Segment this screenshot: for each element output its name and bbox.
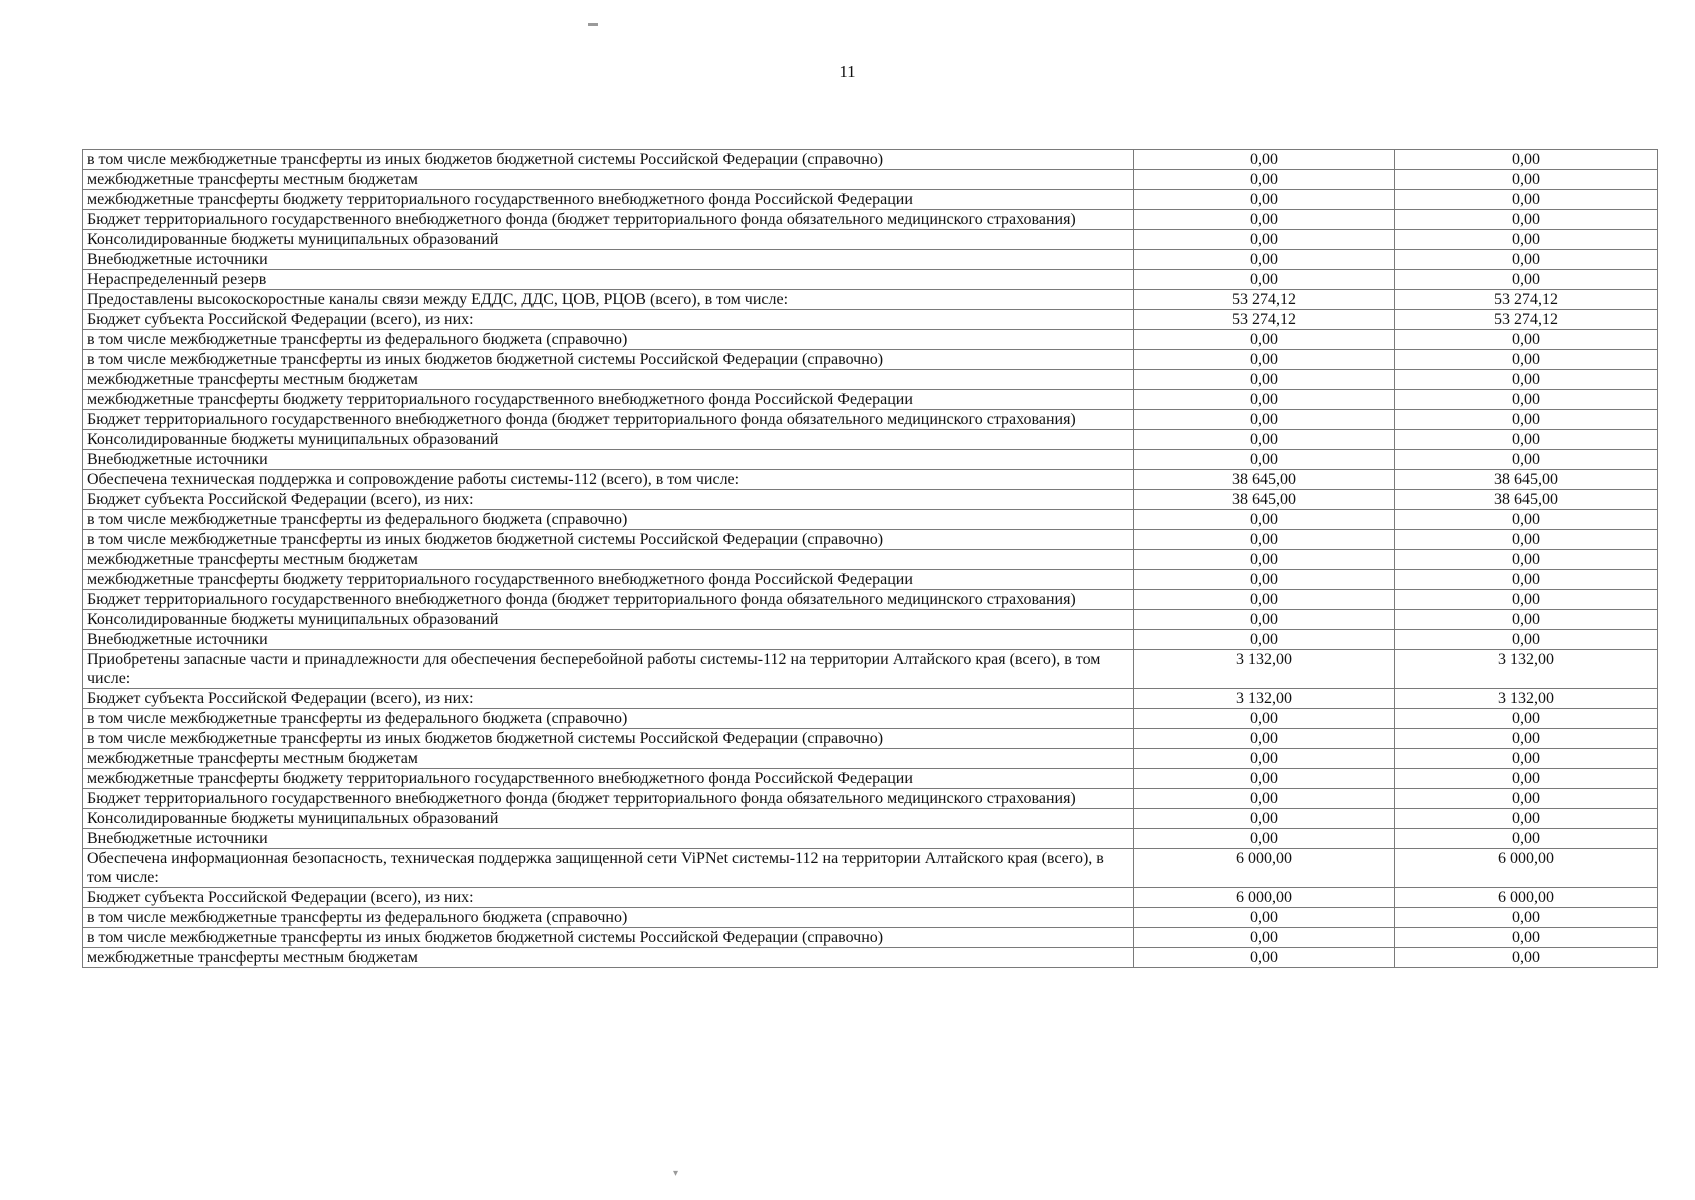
- row-value-1: 0,00: [1134, 928, 1395, 948]
- row-value-1: 0,00: [1134, 729, 1395, 749]
- table-row: [83, 689, 1658, 709]
- row-label: в том числе межбюджетные трансферты из иных бюджетов бюджетной системы Российской Федерации (справочно): [83, 530, 1134, 550]
- row-value-2: 0,00: [1395, 390, 1658, 410]
- row-value-1: 0,00: [1134, 370, 1395, 390]
- row-value-1: 0,00: [1134, 530, 1395, 550]
- row-value-1: 0,00: [1134, 610, 1395, 630]
- table-row: [83, 370, 1658, 390]
- table-row: [83, 350, 1658, 370]
- table-row: [83, 150, 1658, 170]
- row-value-2: 0,00: [1395, 410, 1658, 430]
- scan-speck: ▾: [673, 1168, 679, 1179]
- table-row: [83, 510, 1658, 530]
- row-value-1: 0,00: [1134, 330, 1395, 350]
- row-label: в том числе межбюджетные трансферты из иных бюджетов бюджетной системы Российской Федерации (справочно): [83, 150, 1134, 170]
- table-row: [83, 470, 1658, 490]
- row-label: межбюджетные трансферты бюджету территориального государственного внебюджетного фонда Российской Федерации: [83, 390, 1134, 410]
- table-row: [83, 849, 1658, 888]
- row-label: Бюджет территориального государственного внебюджетного фонда (бюджет территориального фонда обязательного медицинского страхования): [83, 410, 1134, 430]
- row-label: в том числе межбюджетные трансферты из федерального бюджета (справочно): [83, 908, 1134, 928]
- row-value-1: 0,00: [1134, 250, 1395, 270]
- row-value-2: 0,00: [1395, 510, 1658, 530]
- row-label: Внебюджетные источники: [83, 450, 1134, 470]
- row-label: Консолидированные бюджеты муниципальных образований: [83, 809, 1134, 829]
- row-value-2: 0,00: [1395, 590, 1658, 610]
- table-row: [83, 410, 1658, 430]
- row-value-2: 0,00: [1395, 210, 1658, 230]
- row-value-2: 0,00: [1395, 610, 1658, 630]
- table-row: [83, 310, 1658, 330]
- row-value-1: 0,00: [1134, 630, 1395, 650]
- row-value-1: 0,00: [1134, 769, 1395, 789]
- table-row: [83, 789, 1658, 809]
- row-label: Бюджет субъекта Российской Федерации (всего), из них:: [83, 888, 1134, 908]
- row-value-2: 0,00: [1395, 450, 1658, 470]
- row-label: Бюджет территориального государственного внебюджетного фонда (бюджет территориального фонда обязательного медицинского страхования): [83, 789, 1134, 809]
- row-label: Обеспечена техническая поддержка и сопровождение работы системы-112 (всего), в том числе:: [83, 470, 1134, 490]
- row-value-2: 0,00: [1395, 170, 1658, 190]
- row-label: межбюджетные трансферты местным бюджетам: [83, 170, 1134, 190]
- row-value-1: 0,00: [1134, 709, 1395, 729]
- budget-table-container: [82, 149, 1657, 968]
- row-value-2: 0,00: [1395, 570, 1658, 590]
- budget-table: [82, 149, 1658, 968]
- row-label: Внебюджетные источники: [83, 829, 1134, 849]
- table-row: [83, 170, 1658, 190]
- row-value-2: 0,00: [1395, 729, 1658, 749]
- row-value-1: 0,00: [1134, 789, 1395, 809]
- table-row: [83, 749, 1658, 769]
- row-value-2: 0,00: [1395, 908, 1658, 928]
- row-label: межбюджетные трансферты бюджету территориального государственного внебюджетного фонда Российской Федерации: [83, 769, 1134, 789]
- table-row: [83, 550, 1658, 570]
- row-value-2: 0,00: [1395, 829, 1658, 849]
- row-label: Бюджет территориального государственного внебюджетного фонда (бюджет территориального фонда обязательного медицинского страхования): [83, 590, 1134, 610]
- row-value-2: 53 274,12: [1395, 310, 1658, 330]
- row-label: Нераспределенный резерв: [83, 270, 1134, 290]
- row-value-1: 0,00: [1134, 190, 1395, 210]
- row-value-2: 0,00: [1395, 330, 1658, 350]
- row-label: Предоставлены высокоскоростные каналы связи между ЕДДС, ДДС, ЦОВ, РЦОВ (всего), в том числе:: [83, 290, 1134, 310]
- table-row: [83, 630, 1658, 650]
- row-value-1: 0,00: [1134, 410, 1395, 430]
- table-row: [83, 650, 1658, 689]
- row-label: Внебюджетные источники: [83, 250, 1134, 270]
- row-value-1: 0,00: [1134, 570, 1395, 590]
- row-label: в том числе межбюджетные трансферты из федерального бюджета (справочно): [83, 709, 1134, 729]
- table-row: [83, 709, 1658, 729]
- table-row: [83, 190, 1658, 210]
- row-label: межбюджетные трансферты местным бюджетам: [83, 550, 1134, 570]
- row-value-1: 0,00: [1134, 270, 1395, 290]
- row-value-1: 0,00: [1134, 230, 1395, 250]
- row-label: Бюджет субъекта Российской Федерации (всего), из них:: [83, 310, 1134, 330]
- budget-table-body: [83, 150, 1658, 968]
- row-value-2: 0,00: [1395, 749, 1658, 769]
- row-label: межбюджетные трансферты бюджету территориального государственного внебюджетного фонда Российской Федерации: [83, 190, 1134, 210]
- row-value-2: 0,00: [1395, 150, 1658, 170]
- row-value-1: 0,00: [1134, 170, 1395, 190]
- table-row: [83, 590, 1658, 610]
- row-value-1: 0,00: [1134, 450, 1395, 470]
- row-value-2: 0,00: [1395, 230, 1658, 250]
- table-row: [83, 829, 1658, 849]
- table-row: [83, 729, 1658, 749]
- page-number: 11: [839, 62, 856, 81]
- row-value-2: 0,00: [1395, 550, 1658, 570]
- row-value-2: 0,00: [1395, 789, 1658, 809]
- row-label: Консолидированные бюджеты муниципальных образований: [83, 610, 1134, 630]
- row-value-2: 0,00: [1395, 430, 1658, 450]
- table-row: [83, 948, 1658, 968]
- row-label: в том числе межбюджетные трансферты из федерального бюджета (справочно): [83, 510, 1134, 530]
- row-value-1: 0,00: [1134, 210, 1395, 230]
- row-label: в том числе межбюджетные трансферты из иных бюджетов бюджетной системы Российской Федерации (справочно): [83, 928, 1134, 948]
- row-value-1: 38 645,00: [1134, 470, 1395, 490]
- row-value-2: 53 274,12: [1395, 290, 1658, 310]
- row-value-1: 0,00: [1134, 390, 1395, 410]
- row-label: Приобретены запасные части и принадлежности для обеспечения бесперебойной работы системы-112 на территории Алтайского края (всего), в том числе:: [83, 650, 1134, 689]
- table-row: [83, 430, 1658, 450]
- row-value-1: 0,00: [1134, 430, 1395, 450]
- row-value-1: 0,00: [1134, 510, 1395, 530]
- row-value-2: 0,00: [1395, 928, 1658, 948]
- row-label: межбюджетные трансферты местным бюджетам: [83, 749, 1134, 769]
- table-row: [83, 330, 1658, 350]
- row-value-1: 38 645,00: [1134, 490, 1395, 510]
- table-row: [83, 230, 1658, 250]
- row-value-1: 0,00: [1134, 948, 1395, 968]
- row-label: Внебюджетные источники: [83, 630, 1134, 650]
- table-row: [83, 250, 1658, 270]
- row-value-1: 0,00: [1134, 749, 1395, 769]
- row-label: в том числе межбюджетные трансферты из иных бюджетов бюджетной системы Российской Федерации (справочно): [83, 350, 1134, 370]
- table-row: [83, 610, 1658, 630]
- table-row: [83, 928, 1658, 948]
- row-label: межбюджетные трансферты бюджету территориального государственного внебюджетного фонда Российской Федерации: [83, 570, 1134, 590]
- row-value-1: 0,00: [1134, 809, 1395, 829]
- row-value-1: 3 132,00: [1134, 650, 1395, 689]
- row-label: межбюджетные трансферты местным бюджетам: [83, 948, 1134, 968]
- table-row: [83, 908, 1658, 928]
- row-value-1: 3 132,00: [1134, 689, 1395, 709]
- row-value-2: 3 132,00: [1395, 650, 1658, 689]
- row-value-1: 6 000,00: [1134, 888, 1395, 908]
- row-value-2: 6 000,00: [1395, 849, 1658, 888]
- row-value-2: 0,00: [1395, 948, 1658, 968]
- table-row: [83, 769, 1658, 789]
- row-value-1: 0,00: [1134, 550, 1395, 570]
- row-value-2: 0,00: [1395, 630, 1658, 650]
- row-label: Консолидированные бюджеты муниципальных образований: [83, 230, 1134, 250]
- row-value-2: 6 000,00: [1395, 888, 1658, 908]
- row-value-2: 0,00: [1395, 190, 1658, 210]
- table-row: [83, 390, 1658, 410]
- row-value-2: 0,00: [1395, 270, 1658, 290]
- table-row: [83, 888, 1658, 908]
- table-row: [83, 210, 1658, 230]
- row-value-2: 38 645,00: [1395, 470, 1658, 490]
- row-value-1: 0,00: [1134, 829, 1395, 849]
- row-label: Консолидированные бюджеты муниципальных образований: [83, 430, 1134, 450]
- row-value-2: 3 132,00: [1395, 689, 1658, 709]
- row-value-1: 6 000,00: [1134, 849, 1395, 888]
- row-value-2: 0,00: [1395, 709, 1658, 729]
- table-row: [83, 530, 1658, 550]
- table-row: [83, 270, 1658, 290]
- row-label: в том числе межбюджетные трансферты из федерального бюджета (справочно): [83, 330, 1134, 350]
- row-label: в том числе межбюджетные трансферты из иных бюджетов бюджетной системы Российской Федерации (справочно): [83, 729, 1134, 749]
- row-value-2: 0,00: [1395, 350, 1658, 370]
- row-value-2: 0,00: [1395, 530, 1658, 550]
- table-row: [83, 490, 1658, 510]
- row-value-1: 0,00: [1134, 908, 1395, 928]
- row-value-2: 0,00: [1395, 250, 1658, 270]
- table-row: [83, 450, 1658, 470]
- row-value-2: 0,00: [1395, 809, 1658, 829]
- row-value-1: 0,00: [1134, 350, 1395, 370]
- row-value-1: 0,00: [1134, 590, 1395, 610]
- row-label: Обеспечена информационная безопасность, техническая поддержка защищенной сети ViPNet системы-112 на территории Алтайского края (всего), в том числе:: [83, 849, 1134, 888]
- row-value-2: 38 645,00: [1395, 490, 1658, 510]
- row-value-1: 0,00: [1134, 150, 1395, 170]
- table-row: [83, 290, 1658, 310]
- row-label: Бюджет субъекта Российской Федерации (всего), из них:: [83, 490, 1134, 510]
- scan-speck: ▬: [588, 18, 598, 29]
- table-row: [83, 809, 1658, 829]
- table-row: [83, 570, 1658, 590]
- row-label: Бюджет субъекта Российской Федерации (всего), из них:: [83, 689, 1134, 709]
- row-value-2: 0,00: [1395, 370, 1658, 390]
- row-label: межбюджетные трансферты местным бюджетам: [83, 370, 1134, 390]
- row-value-1: 53 274,12: [1134, 310, 1395, 330]
- row-value-2: 0,00: [1395, 769, 1658, 789]
- row-value-1: 53 274,12: [1134, 290, 1395, 310]
- row-label: Бюджет территориального государственного внебюджетного фонда (бюджет территориального фонда обязательного медицинского страхования): [83, 210, 1134, 230]
